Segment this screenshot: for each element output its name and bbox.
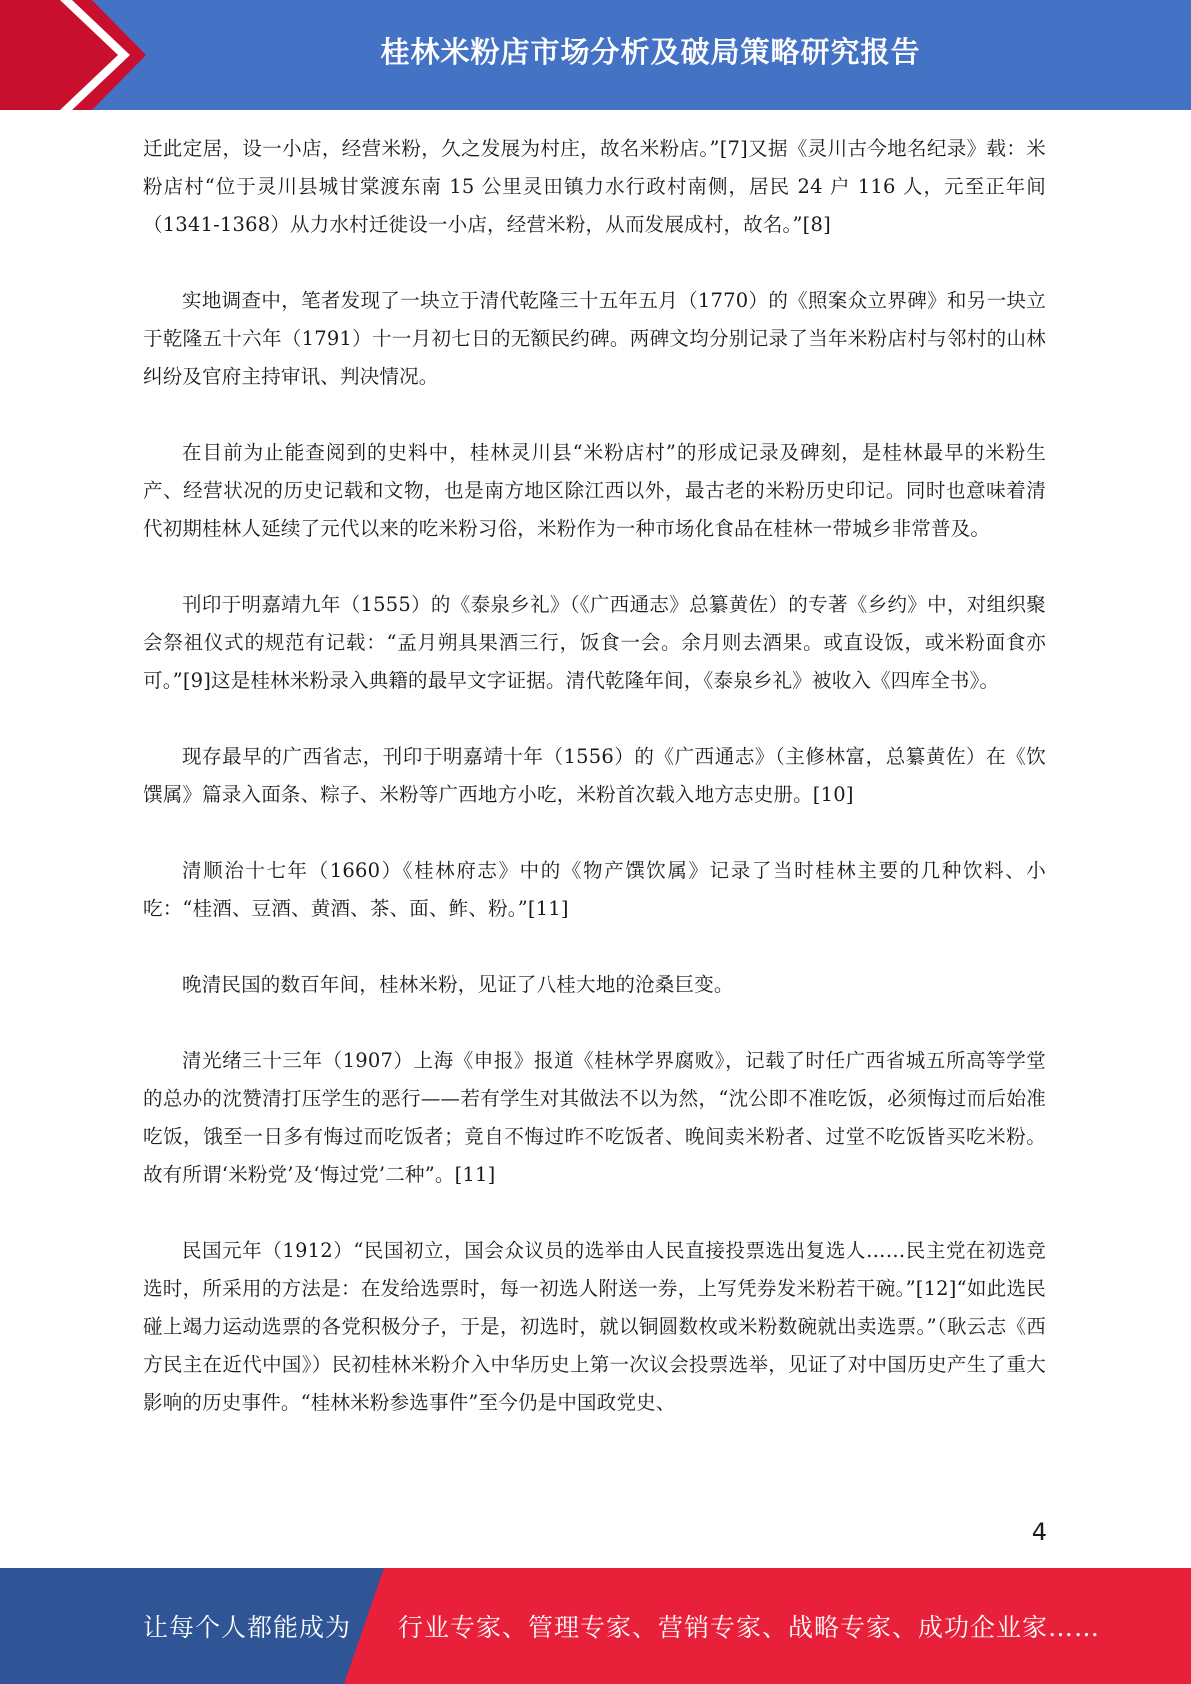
paragraph-8: 清光绪三十三年（1907）上海《申报》报道《桂林学界腐败》，记载了时任广西省城五所高等学堂的总办的沈赞清打压学生的恶行——若有学生对其做法不以为然，“沈公即不准吃饭，必须悔过而后始准吃饭，饿至一日多有悔过而吃饭者；竟自不悔过昨不吃饭者、晚间卖米粉者、过堂不吃饭皆买吃米粉。故有所谓‘米粉党’及‘悔过党’二种”。[11]	[143, 1049, 1046, 1186]
paragraph-1: 迁此定居，设一小店，经营米粉，久之发展为村庄，故名米粉店。”[7]又据《灵川古今地名纪录》载：米粉店村“位于灵川县城甘棠渡东南 15 公里灵田镇力水行政村南侧，居民 24 户 116 人，元至正年间（1341-1368）从力水村迁徙设一小店，经营米粉，从而发展成村，故名。”[8]	[143, 137, 1046, 236]
header-red-arrow	[0, 0, 150, 110]
body-text	[143, 130, 1046, 1460]
paragraph-6: 清顺治十七年（1660）《桂林府志》中的《物产馔饮属》记录了当时桂林主要的几种饮料、小吃：“桂酒、豆酒、黄酒、茶、面、鲊、粉。”[11]	[143, 859, 1046, 920]
header-bar	[0, 0, 1191, 110]
report-title: 桂林米粉店市场分析及破局策略研究报告	[380, 34, 921, 69]
paragraph-2: 实地调查中，笔者发现了一块立于清代乾隆三十五年五月（1770）的《照案众立界碑》和另一块立于乾隆五十六年（1791）十一月初七日的无额民约碑。两碑文均分别记录了当年米粉店村与邻村的山林纠纷及官府主持审讯、判决情况。	[143, 289, 1046, 388]
paragraph-3: 在目前为止能查阅到的史料中，桂林灵川县“米粉店村”的形成记录及碑刻，是桂林最早的米粉生产、经营状况的历史记载和文物，也是南方地区除江西以外，最古老的米粉历史印记。同时也意味着清代初期桂林人延续了元代以来的吃米粉习俗，米粉作为一种市场化食品在桂林一带城乡非常普及。	[143, 441, 1046, 540]
page-number: 4	[1031, 1518, 1047, 1546]
footer-slogan-left: 让每个人都能成为	[143, 1613, 352, 1642]
paragraph-9: 民国元年（1912）“民国初立，国会众议员的选举由人民直接投票选出复选人……民主党在初选竞选时，所采用的方法是：在发给选票时，每一初选人附送一券，上写凭券发米粉若干碗。”[12]“如此选民碰上竭力运动选票的各党积极分子，于是，初选时，就以铜圆数枚或米粉数碗就出卖选票。”（耿云志《西方民主在近代中国》）民初桂林米粉介入中华历史上第一次议会投票选举，见证了对中国历史产生了重大影响的历史事件。“桂林米粉参选事件”至今仍是中国政党史、	[143, 1239, 1046, 1414]
footer-slogan-right: 行业专家、管理专家、营销专家、战略专家、成功企业家……	[398, 1613, 1101, 1642]
paragraph-4: 刊印于明嘉靖九年（1555）的《泰泉乡礼》（《广西通志》总纂黄佐）的专著《乡约》中，对组织聚会祭祖仪式的规范有记载：“孟月朔具果酒三行，饭食一会。余月则去酒果。或直设饭，或米粉面食亦可。”[9]这是桂林米粉录入典籍的最早文字证据。清代乾隆年间，《泰泉乡礼》被收入《四库全书》。	[143, 593, 1046, 692]
paragraph-5: 现存最早的广西省志，刊印于明嘉靖十年（1556）的《广西通志》（主修林富，总纂黄佐）在《饮馔属》篇录入面条、粽子、米粉等广西地方小吃，米粉首次载入地方志史册。[10]	[143, 745, 1046, 806]
paragraph-7: 晚清民国的数百年间，桂林米粉，见证了八桂大地的沧桑巨变。	[182, 973, 734, 996]
footer-bar	[0, 1568, 1191, 1684]
